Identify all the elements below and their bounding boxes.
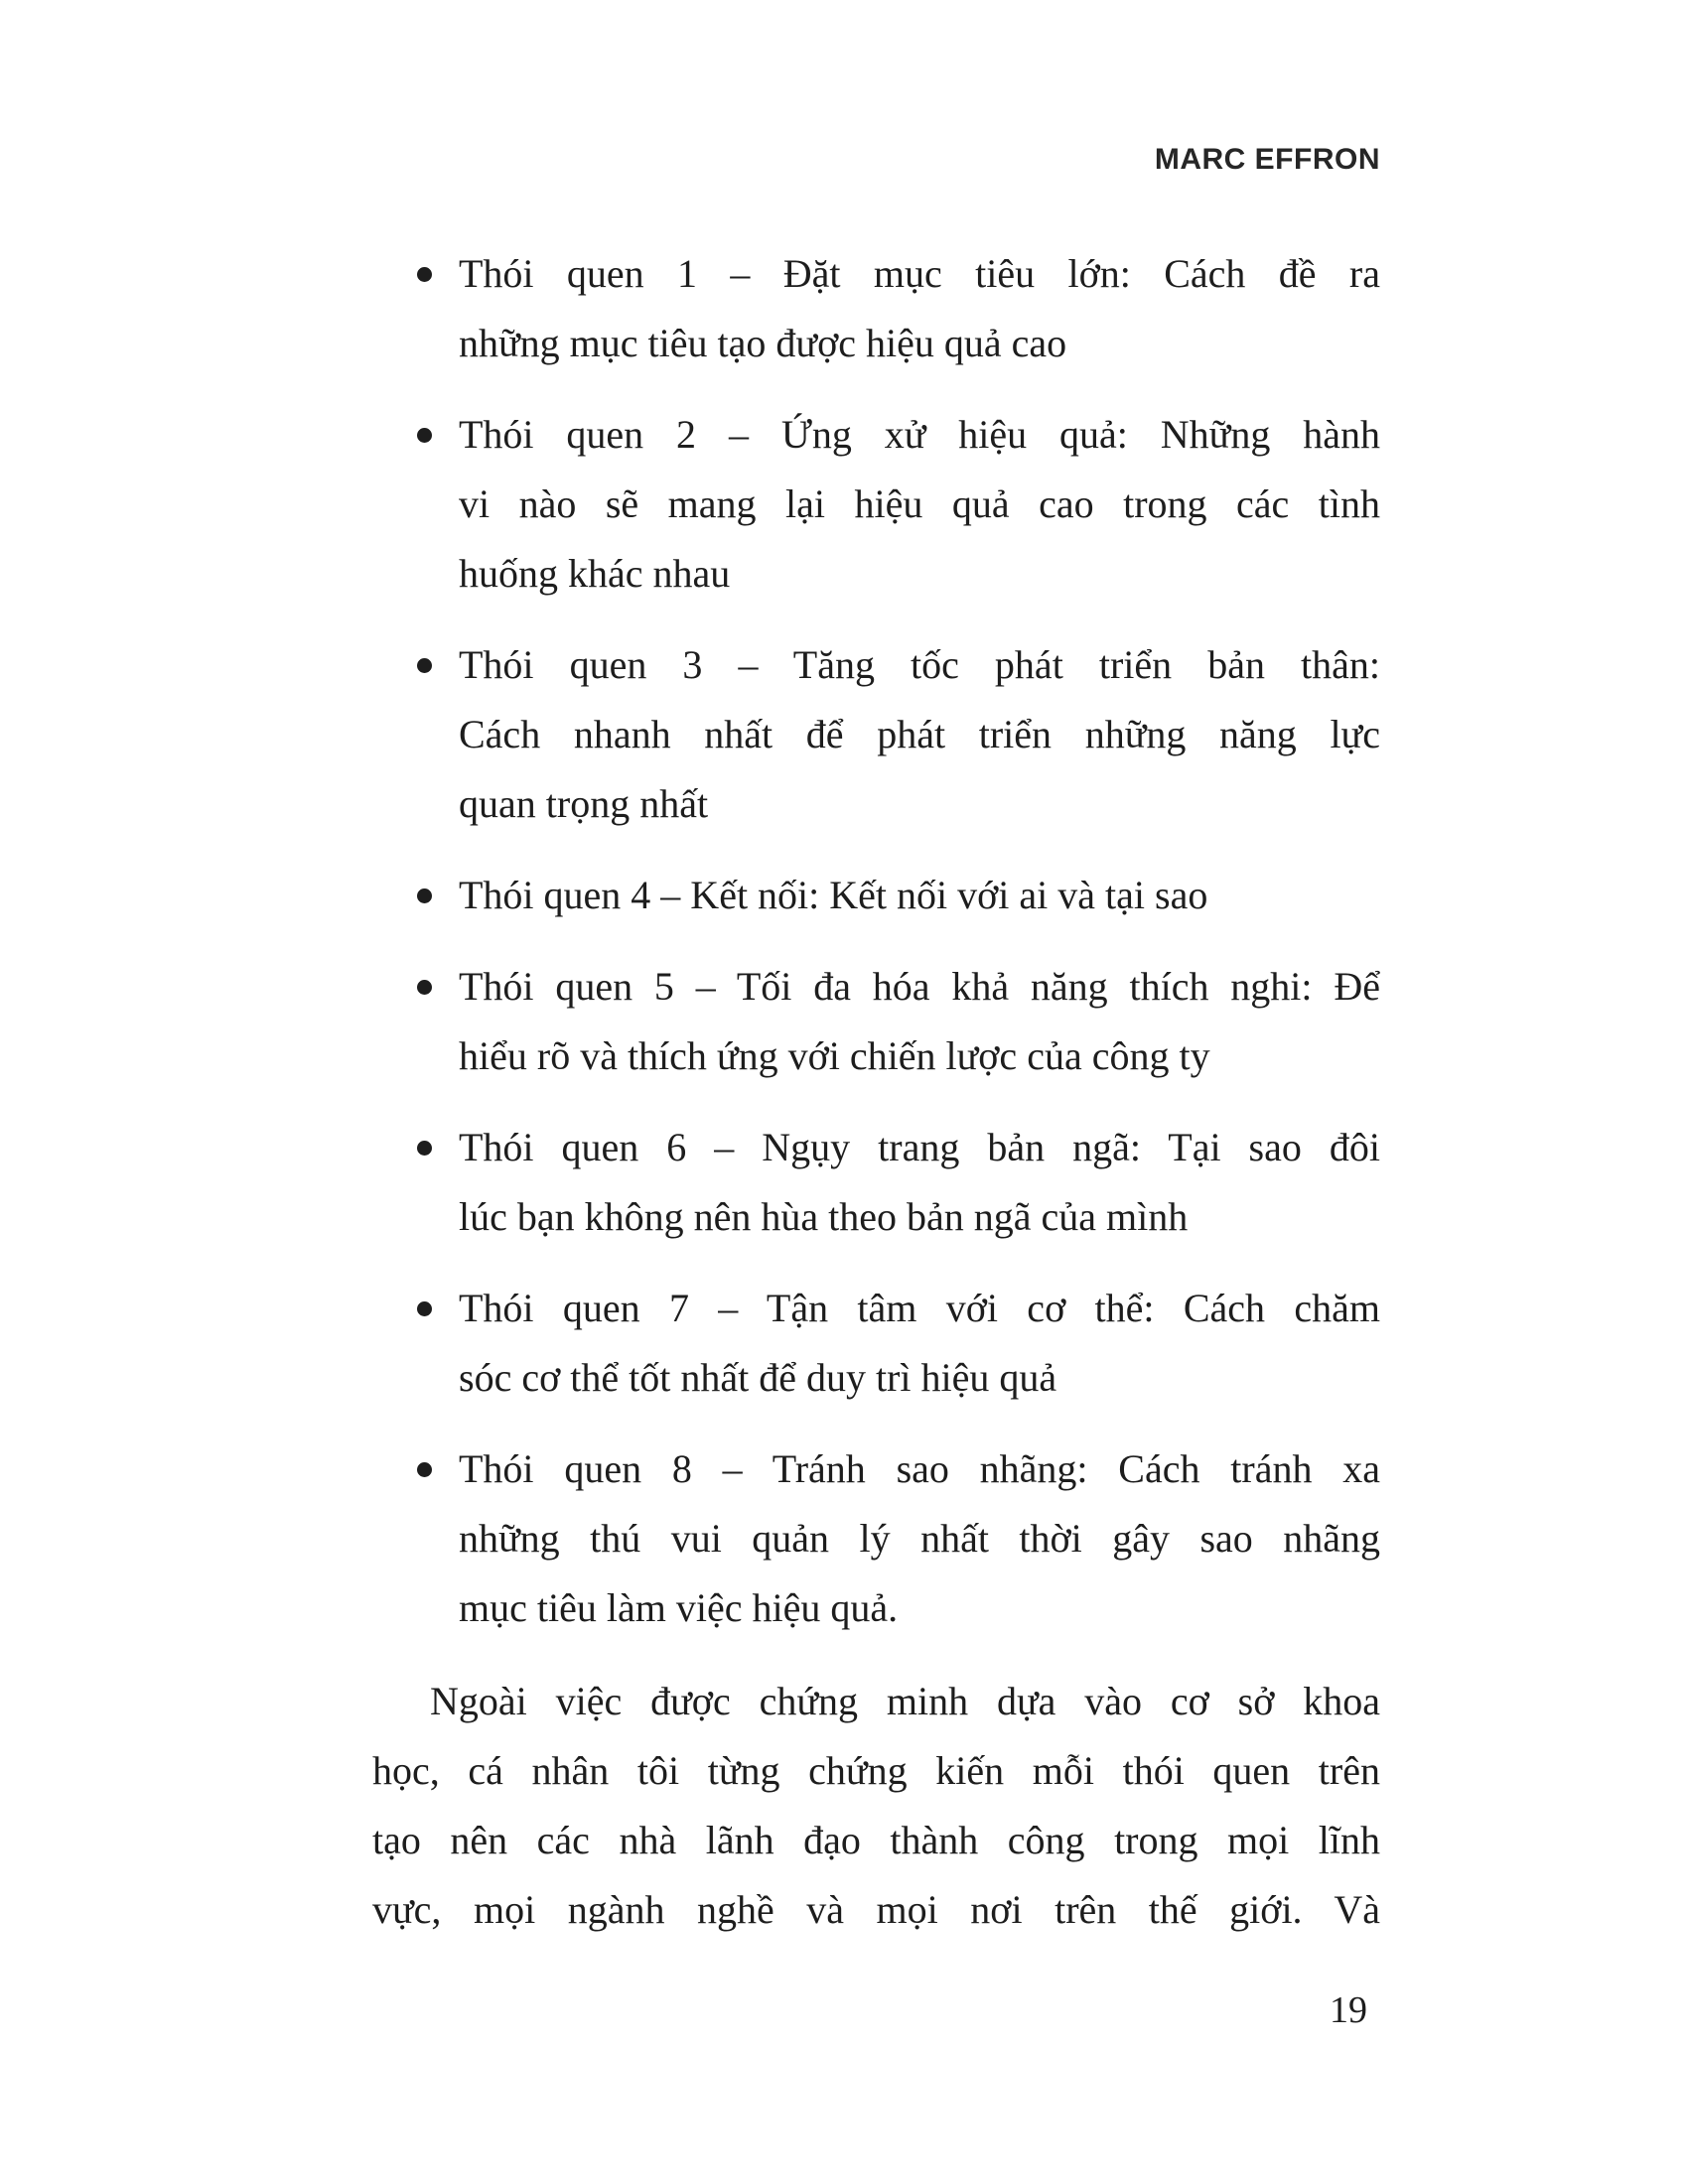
paragraph-text-line: tạo nên các nhà lãnh đạo thành công trong mọi lĩnh [372, 1818, 1380, 1862]
paragraph-text-line: Ngoài việc được chứng minh dựa vào cơ sở khoa [430, 1679, 1380, 1723]
habit-list-item [372, 400, 1380, 609]
text-block [372, 142, 1380, 1945]
habit-text-line: mục tiêu làm việc hiệu quả. [459, 1585, 899, 1630]
habit-text-line: Thói quen 5 – Tối đa hóa khả năng thích nghi: Để [459, 964, 1380, 1009]
bullet-icon [417, 658, 432, 673]
habit-text-line: Thói quen 6 – Ngụy trang bản ngã: Tại sao đôi [459, 1125, 1380, 1169]
habit-list-item [372, 1113, 1380, 1252]
habit-text-line: Thói quen 8 – Tránh sao nhãng: Cách tránh xa [459, 1446, 1380, 1491]
habit-text-line: Thói quen 7 – Tận tâm với cơ thể: Cách chăm [459, 1286, 1380, 1330]
habit-list [372, 239, 1380, 1643]
habit-list-item [372, 1434, 1380, 1643]
habit-text-line: Thói quen 4 – Kết nối: Kết nối với ai và tại sao [459, 873, 1208, 917]
habit-text-line: huống khác nhau [459, 551, 731, 596]
habit-text-line: hiểu rõ và thích ứng với chiến lược của công ty [459, 1033, 1210, 1078]
running-header-author: MARC EFFRON [1154, 143, 1380, 176]
habit-list-item [372, 630, 1380, 839]
habit-text-line: vi nào sẽ mang lại hiệu quả cao trong các tình [459, 481, 1380, 526]
habit-text-line: Thói quen 2 – Ứng xử hiệu quả: Những hành [459, 412, 1380, 457]
bullet-icon [417, 980, 432, 995]
habit-list-item [372, 239, 1380, 378]
bullet-icon [417, 1141, 432, 1156]
bullet-icon [417, 888, 432, 903]
closing-paragraph [372, 1667, 1380, 1945]
page-number: 19 [1330, 1989, 1367, 2031]
habit-list-item [372, 1274, 1380, 1413]
habit-text-line: lúc bạn không nên hùa theo bản ngã của mình [459, 1194, 1189, 1239]
habit-list-item [372, 861, 1380, 930]
habit-list-item [372, 952, 1380, 1091]
bullet-icon [417, 1462, 432, 1477]
bullet-icon [417, 267, 432, 282]
habit-text-line: Cách nhanh nhất để phát triển những năng lực [459, 712, 1380, 756]
paragraph-text-line: vực, mọi ngành nghề và mọi nơi trên thế giới. Và [372, 1887, 1380, 1932]
habit-text-line: quan trọng nhất [459, 781, 709, 826]
habit-text-line: những thú vui quản lý nhất thời gây sao nhãng [459, 1516, 1380, 1561]
bullet-icon [417, 1301, 432, 1316]
bullet-icon [417, 428, 432, 443]
habit-text-line: sóc cơ thể tốt nhất để duy trì hiệu quả [459, 1355, 1057, 1400]
habit-text-line: Thói quen 1 – Đặt mục tiêu lớn: Cách đề ra [459, 251, 1380, 296]
paragraph-text-line: học, cá nhân tôi từng chứng kiến mỗi thói quen trên [372, 1748, 1380, 1793]
habit-text-line: Thói quen 3 – Tăng tốc phát triển bản thân: [459, 642, 1380, 687]
habit-text-line: những mục tiêu tạo được hiệu quả cao [459, 321, 1067, 365]
